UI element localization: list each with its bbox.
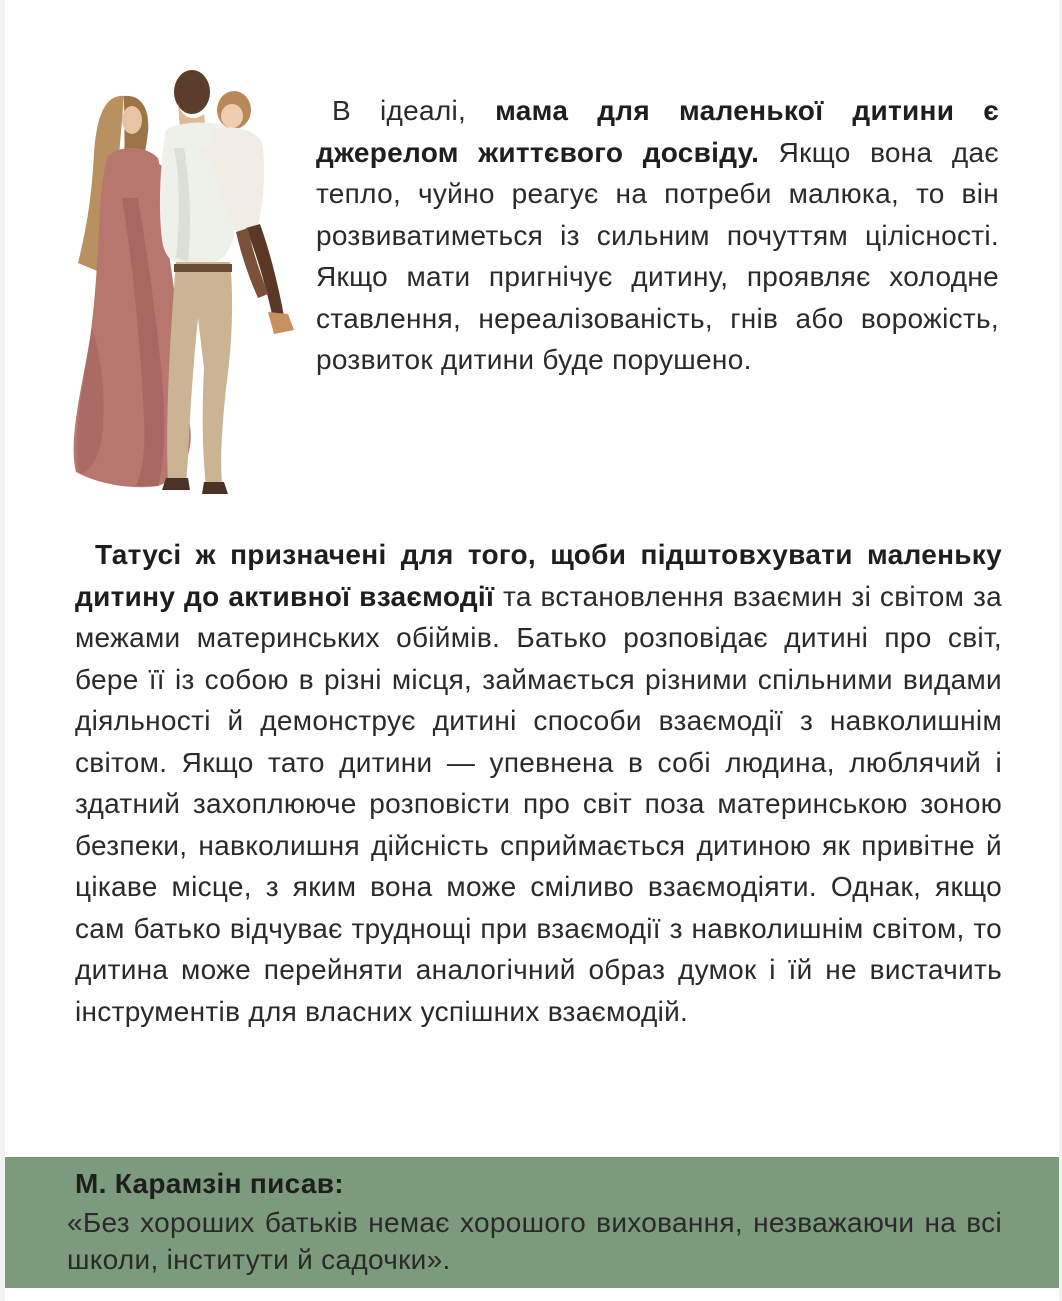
family-illustration: [62, 58, 307, 498]
quote-text: «Без хороших батьків немає хорошого виховання, незважаючи на всі школи, інститути й садочки».: [67, 1207, 1002, 1275]
mother-paragraph-emphasis: мама для маленької дитини є джерелом життєвого досвіду.: [316, 95, 999, 168]
mother-paragraph-lead: В ідеалі,: [332, 95, 496, 126]
mother-paragraph-body: Якщо вона дає тепло, чуйно реагує на потреби малюка, то він розвиватиметься із сильним почуттям цілісності. Якщо мати пригнічує дитину, проявляє холодне ставлення, нереалізованість, гнів або ворожість, розвиток дитини буде порушено.: [316, 136, 999, 375]
quote-author: М. Карамзін писав:: [75, 1168, 344, 1199]
left-page-edge: [0, 0, 5, 1301]
father-role-paragraph: [75, 534, 1002, 1032]
father-paragraph-body: та встановлення взаємин зі світом за межами материнських обіймів. Батько розповідає дитині про світ, бере її із собою в різні місця, займається різними спільними видами діяльності й демонструє дитині способи взаємодії з навколишнім світом. Якщо тато дитини — упевнена в собі людина, люблячий і здатний захоплююче розповісти про світ поза материнською зоною безпеки, навколишня дійсність сприймається дитиною як привітне й цікаве місце, з яким вона може сміливо взаємодіяти. Однак, якщо сам батько відчуває труднощі при взаємодії з навколишнім світом, то дитина може перейняти аналогічний образ думок і їй не вистачить інструментів для власних успішних взаємодій.: [75, 580, 1002, 1027]
mother-role-paragraph: [316, 90, 999, 381]
father-paragraph-emphasis: Татусі ж призначені для того, щоби підштовхувати маленьку дитину до активної взаємодії: [75, 539, 1002, 612]
